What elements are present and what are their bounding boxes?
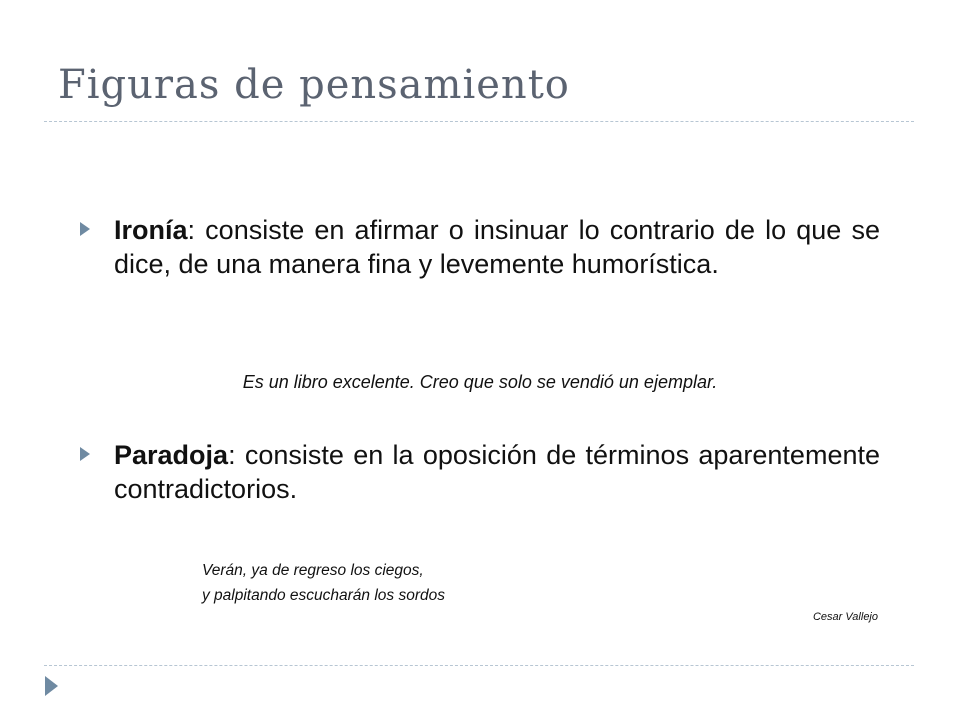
verse-author: Cesar Vallejo xyxy=(812,611,878,623)
triangle-footer-icon xyxy=(45,676,58,696)
triangle-bullet-icon xyxy=(80,222,90,236)
triangle-bullet-icon xyxy=(80,447,90,461)
bullet-paradoja-text xyxy=(114,438,880,506)
term-separator: : xyxy=(187,215,206,245)
verse-line-2: y palpitando escucharán los sordos xyxy=(202,587,445,604)
footer-divider xyxy=(44,665,914,666)
verse-line-1: Verán, ya de regreso los ciegos, xyxy=(202,562,424,579)
bullet-ironia xyxy=(80,213,880,281)
title-divider xyxy=(44,121,914,122)
term-paradoja: Paradoja xyxy=(114,440,229,470)
slide-title: Figuras de pensamiento xyxy=(58,62,570,108)
definition-paradoja: consiste en la oposición de términos aparentemente contradictorios. xyxy=(114,440,880,504)
term-ironia: Ironía xyxy=(114,215,188,245)
bullet-ironia-text xyxy=(114,213,880,281)
term-separator: : xyxy=(228,440,245,470)
definition-ironia: consiste en afirmar o insinuar lo contrario de lo que se dice, de una manera fina y levemente humorística. xyxy=(114,215,880,279)
bullet-paradoja xyxy=(80,438,880,506)
example-ironia: Es un libro excelente. Creo que solo se vendió un ejemplar. xyxy=(242,372,718,392)
